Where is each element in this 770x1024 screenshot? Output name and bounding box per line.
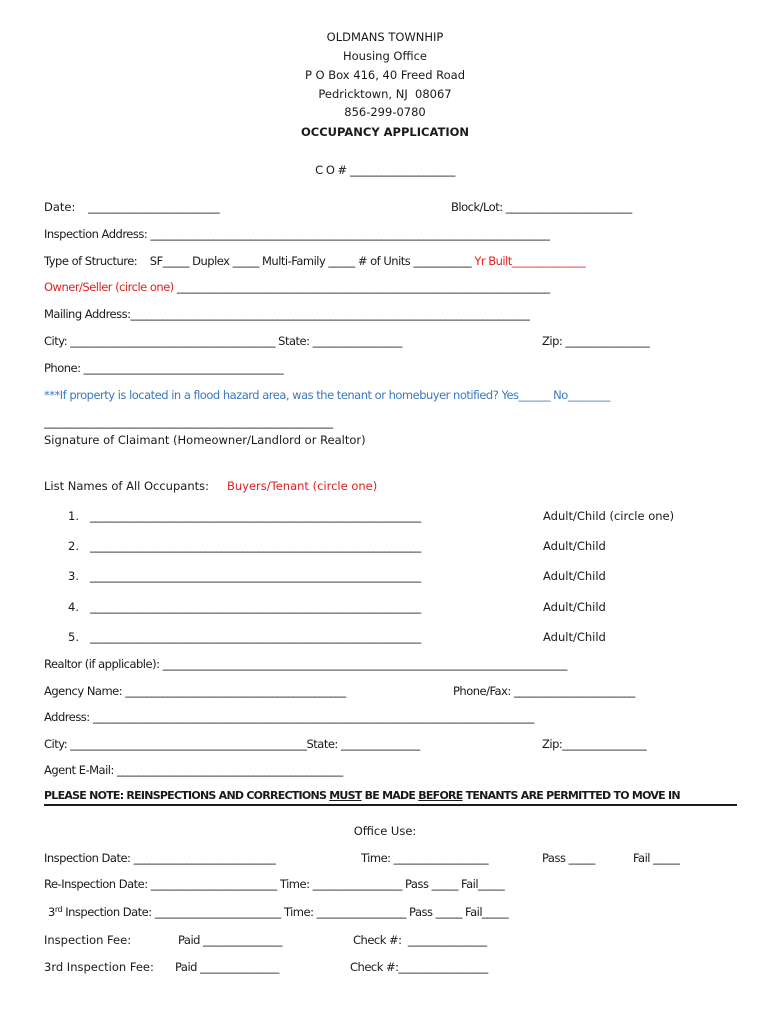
- inspection-fail-field[interactable]: Fail _____: [633, 851, 680, 865]
- notice-before: BEFORE: [418, 789, 463, 802]
- occupant-number: 3.: [68, 569, 79, 583]
- third-fee-check-field[interactable]: Check #:_________________: [350, 960, 488, 974]
- third-inspection-num: 3: [48, 905, 55, 919]
- occupant-number: 4.: [68, 600, 79, 614]
- inspection-fee-label: Inspection Fee:: [44, 933, 132, 947]
- occupant-type[interactable]: Adult/Child: [543, 630, 606, 644]
- inspection-pass-field[interactable]: Pass _____: [542, 851, 595, 865]
- owner-seller-field[interactable]: [44, 280, 550, 294]
- section-divider: [44, 804, 737, 806]
- occupants-label: List Names of All Occupants:: [44, 479, 209, 493]
- occupant-type[interactable]: Adult/Child: [543, 600, 606, 614]
- occupant-type[interactable]: Adult/Child (circle one): [543, 509, 675, 523]
- third-inspection-row[interactable]: [48, 905, 508, 919]
- phone-fax-field[interactable]: Phone/Fax: _______________________: [453, 684, 635, 698]
- signature-line[interactable]: _______________________________________________________: [44, 415, 333, 429]
- reinspection-notice: [44, 789, 680, 803]
- occupant-name-field[interactable]: _______________________________________________________________: [90, 600, 421, 614]
- flood-hazard-question[interactable]: ***If property is located in a flood hazard area, was the tenant or homebuyer notified? Yes______ No________: [44, 388, 610, 402]
- third-inspection-text: Inspection Date: ________________________ Time: _________________ Pass _____ Fail_____: [62, 905, 509, 919]
- agency-name-field[interactable]: Agency Name: __________________________________________: [44, 684, 346, 698]
- city-state-field[interactable]: City: _______________________________________ State: _________________: [44, 334, 402, 348]
- realtor-address-field[interactable]: Address: ____________________________________________________________________________________: [44, 710, 534, 724]
- co-number-field[interactable]: C O # ____________________: [315, 163, 455, 177]
- occupant-name-field[interactable]: _______________________________________________________________: [90, 539, 421, 553]
- occupant-number: 2.: [68, 539, 79, 553]
- reinspection-row[interactable]: Re-Inspection Date: ________________________ Time: _________________ Pass _____ Fail_____: [44, 877, 505, 891]
- inspection-date-field[interactable]: Inspection Date: ___________________________: [44, 851, 276, 865]
- inspection-time-field[interactable]: Time: __________________: [361, 851, 489, 865]
- notice-must: MUST: [329, 789, 362, 802]
- notice-text: PLEASE NOTE: REINSPECTIONS AND CORRECTIONS: [44, 789, 330, 802]
- year-built-field[interactable]: Yr Built______________: [474, 254, 586, 268]
- realtor-city-state-field[interactable]: City: _____________________________________________State: _______________: [44, 737, 420, 751]
- owner-seller-label: Owner/Seller (circle one): [44, 280, 174, 294]
- occupant-number: 5.: [68, 630, 79, 644]
- office-address-line2: Pedricktown, NJ 08067: [318, 87, 452, 101]
- owner-seller-line: _______________________________________________________________________: [173, 280, 550, 294]
- realtor-field[interactable]: Realtor (if applicable): _____________________________________________________________________________: [44, 657, 567, 671]
- occupant-type[interactable]: Adult/Child: [543, 569, 606, 583]
- inspection-fee-check-field[interactable]: Check #: _______________: [353, 933, 487, 947]
- occupant-number: 1.: [68, 509, 79, 523]
- inspection-address-field[interactable]: Inspection Address: ____________________________________________________________________________: [44, 227, 550, 241]
- third-inspection-suffix: rd: [54, 905, 63, 914]
- structure-type-field[interactable]: [44, 254, 585, 268]
- phone-field[interactable]: Phone: ______________________________________: [44, 361, 284, 375]
- buyers-tenant-circle[interactable]: Buyers/Tenant (circle one): [227, 479, 378, 493]
- third-inspection-fee-label: 3rd Inspection Fee:: [44, 960, 154, 974]
- occupant-type[interactable]: Adult/Child: [543, 539, 606, 553]
- occupant-name-field[interactable]: _______________________________________________________________: [90, 569, 421, 583]
- date-label: Date:: [44, 200, 76, 214]
- structure-type-text: Type of Structure: SF_____ Duplex _____ Multi-Family _____ # of Units ___________: [44, 254, 475, 268]
- office-phone: 856-299-0780: [344, 105, 426, 119]
- realtor-zip-field[interactable]: Zip:________________: [542, 737, 647, 751]
- agent-email-field[interactable]: Agent E-Mail: ___________________________________________: [44, 763, 343, 777]
- occupant-name-field[interactable]: _______________________________________________________________: [90, 630, 421, 644]
- inspection-fee-paid-field[interactable]: Paid _______________: [178, 933, 282, 947]
- signature-label: Signature of Claimant (Homeowner/Landlord or Realtor): [44, 433, 366, 447]
- office-address-line1: P O Box 416, 40 Freed Road: [304, 68, 466, 82]
- notice-text: TENANTS ARE PERMITTED TO MOVE IN: [462, 789, 680, 802]
- notice-text: BE MADE: [361, 789, 419, 802]
- mailing-address-field[interactable]: Mailing Address:____________________________________________________________________________: [44, 307, 530, 321]
- zip-field[interactable]: Zip: ________________: [542, 334, 650, 348]
- page-title: OCCUPANCY APPLICATION: [301, 125, 469, 139]
- org-name: OLDMANS TOWNHIP: [326, 30, 444, 44]
- office-use-label: Office Use:: [353, 824, 417, 838]
- block-lot-field[interactable]: Block/Lot: ________________________: [451, 200, 632, 214]
- third-fee-paid-field[interactable]: Paid _______________: [175, 960, 279, 974]
- occupant-name-field[interactable]: _______________________________________________________________: [90, 509, 421, 523]
- office-name: Housing Office: [343, 49, 427, 63]
- date-field[interactable]: _________________________: [88, 200, 220, 214]
